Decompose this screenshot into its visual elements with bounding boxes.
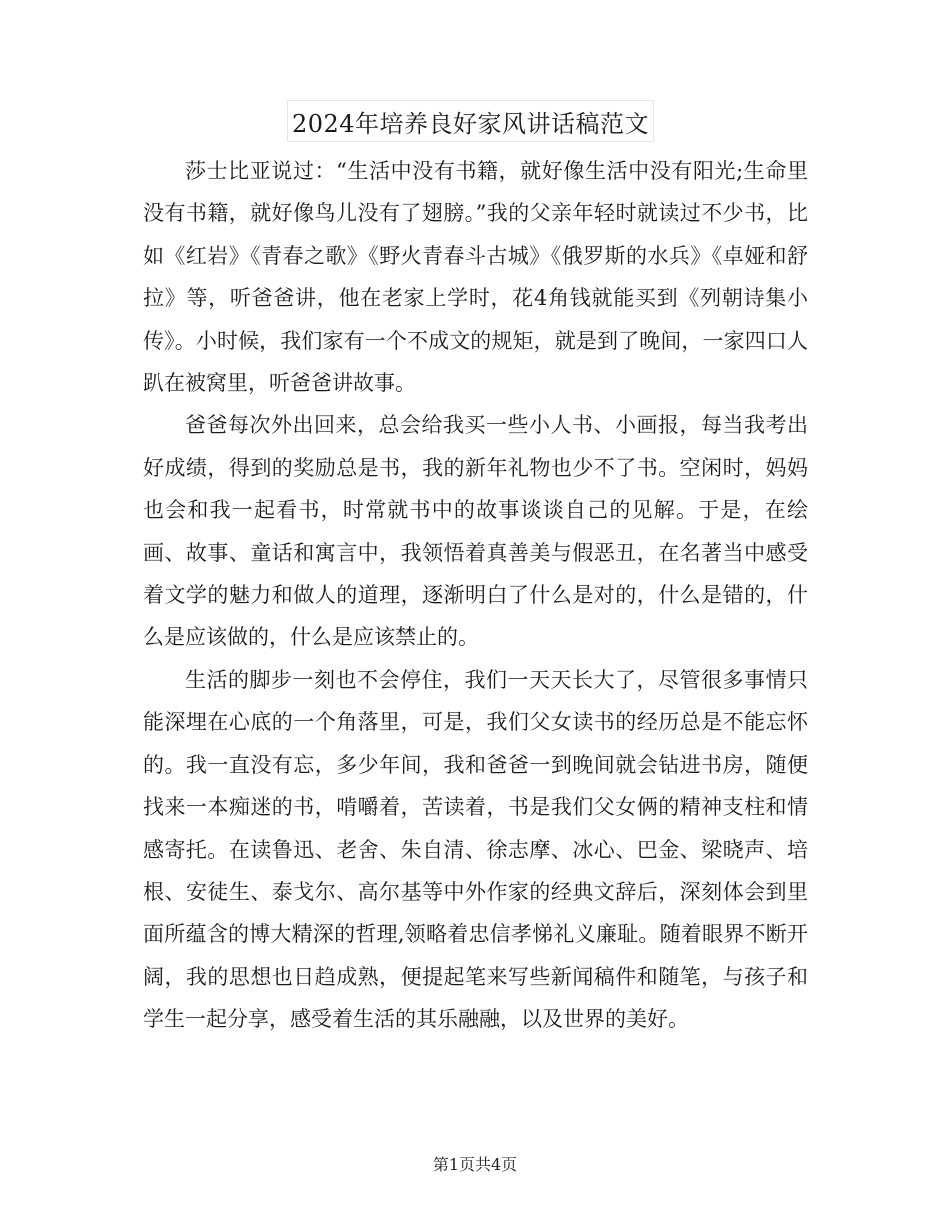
title-box — [287, 100, 654, 142]
paragraph-3: 生活的脚步一刻也不会停住，我们一天天长大了，尽管很多事情只能深埋在心底的一个角落里，可是，我们父女读书的经历总是不能忘怀的。我一直没有忘，多少年间，我和爸爸一到晚间就会钻进书房，随便找来一本痴迷的书，啃嚼着，苦读着，书是我们父女俩的精神支柱和情感寄托。在读鲁迅、老舍、朱自清、徐志摩、冰心、巴金、梁晓声、培根、安徒生、泰戈尔、高尔基等中外作家的经典文辞后，深刻体会到里面所蕴含的博大精深的哲理,领略着忠信孝悌礼义廉耻。随着眼界不断开阔，我的思想也日趋成熟，便提起笔来写些新闻稿件和随笔，与孩子和学生一起分享，感受着生活的其乐融融，以及世界的美好。 — [143, 667, 808, 1032]
page-title: 2024年培养良好家风讲话稿范文 — [291, 109, 650, 138]
page-number-footer: 第1页共4页 — [432, 1155, 518, 1174]
paragraph-2: 爸爸每次外出回来，总会给我买一些小人书、小画报，每当我考出好成绩，得到的奖励总是书，我的新年礼物也少不了书。空闲时，妈妈也会和我一起看书，时常就书中的故事谈谈自己的见解。于是，在绘画、故事、童话和寓言中，我领悟着真善美与假恶丑，在名著当中感受着文学的魅力和做人的道理，逐渐明白了什么是对的，什么是错的，什么是应该做的，什么是应该禁止的。 — [143, 413, 808, 650]
document-body — [143, 150, 808, 1041]
paragraph-1: 莎士比亚说过：“生活中没有书籍，就好像生活中没有阳光;生命里没有书籍，就好像鸟儿没有了翅膀。”我的父亲年轻时就读过不少书，比如《红岩》《青春之歌》《野火青春斗古城》《俄罗斯的水兵》《卓娅和舒拉》等，听爸爸讲，他在老家上学时，花4角钱就能买到《列朝诗集小传》。小时候，我们家有一个不成文的规矩，就是到了晚间，一家四口人趴在被窝里，听爸爸讲故事。 — [143, 159, 808, 396]
